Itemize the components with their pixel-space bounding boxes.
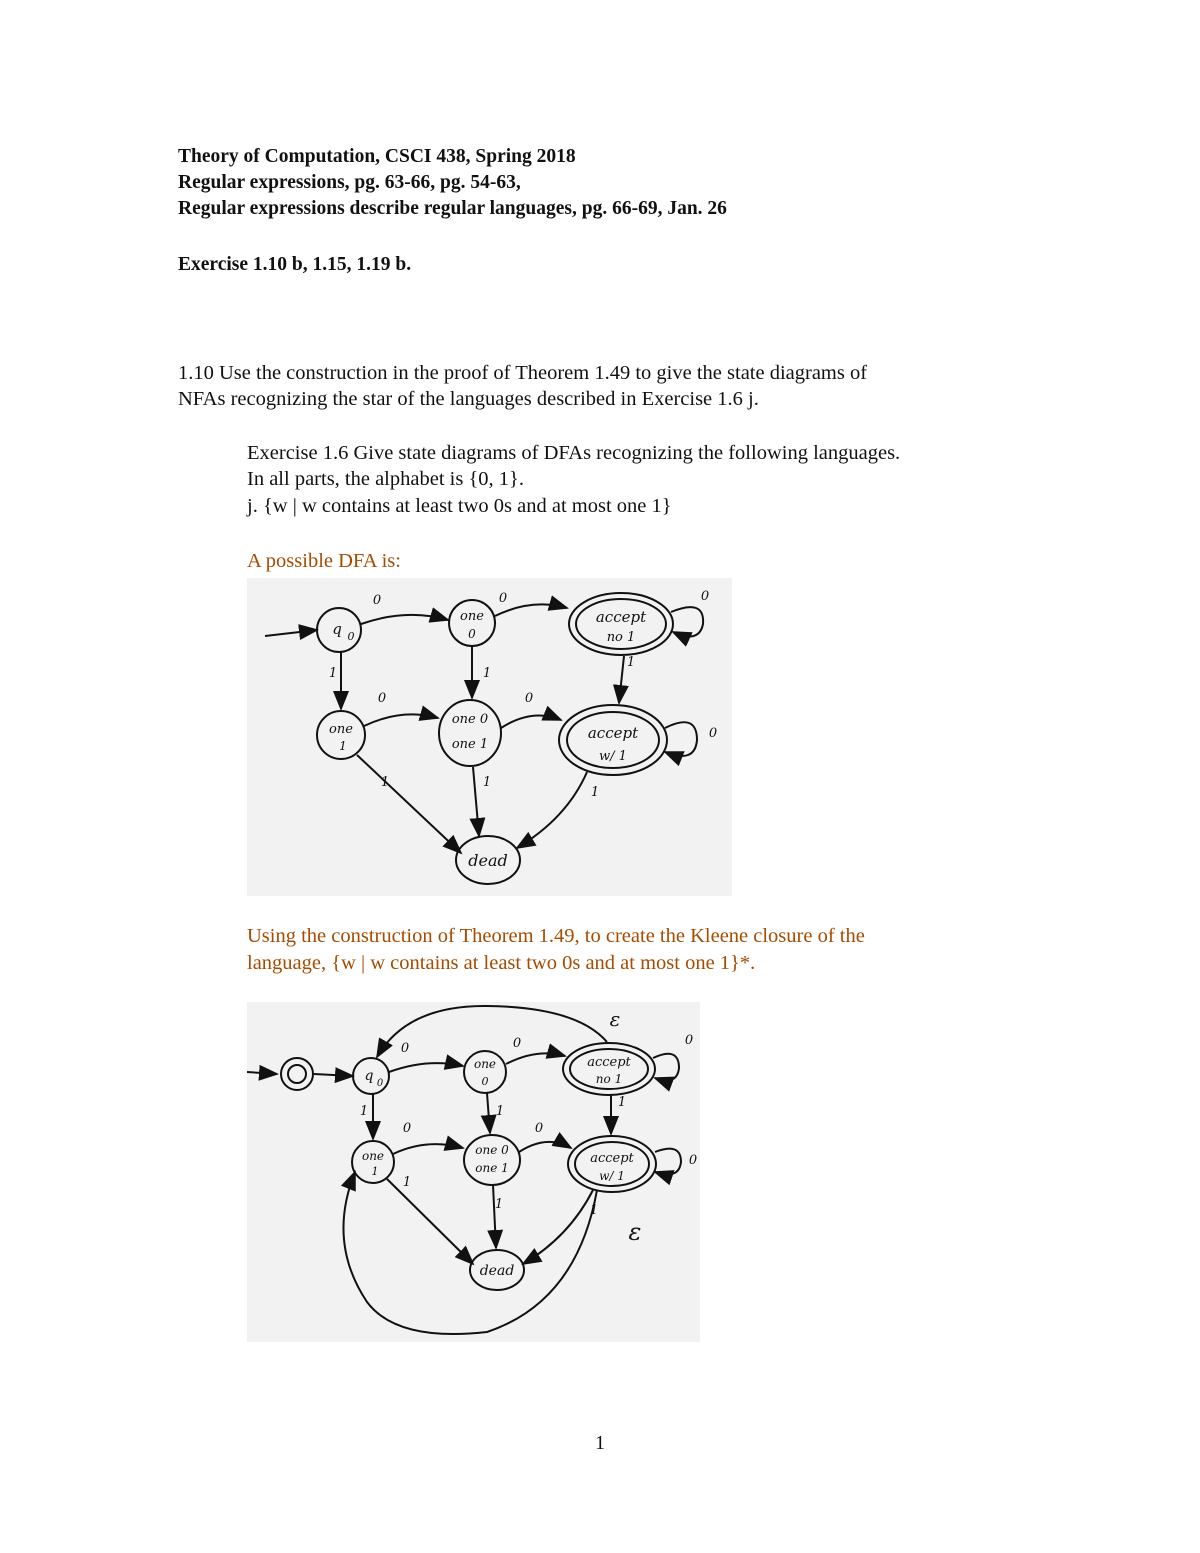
doc-subtitle-1: Regular expressions, pg. 63-66, pg. 54-63, — [178, 172, 521, 193]
state-one0-label-b: 0 — [468, 627, 476, 641]
edge-one0one1-acceptw1 — [519, 1142, 571, 1152]
quote-line-3: j. {w | w contains at least two 0s and at most one 1} — [247, 495, 672, 517]
edge-q0-one0 — [389, 1063, 463, 1072]
state-acceptno1-label-a: accept — [595, 608, 647, 626]
self-loop-acceptw1 — [655, 1149, 681, 1175]
label-0-a: 0 — [400, 1041, 410, 1056]
label-0-c: 0 — [700, 589, 710, 604]
problem-line-2: NFAs recognizing the star of the languages described in Exercise 1.6 j. — [178, 388, 759, 410]
label-epsilon-top: ε — [609, 1007, 621, 1031]
state-one1-label-b: 1 — [371, 1165, 379, 1178]
quote-line-1: Exercise 1.6 Give state diagrams of DFAs recognizing the following languages. — [247, 442, 901, 464]
state-acceptw1-label-a: accept — [587, 724, 639, 742]
edge-q0-one0 — [361, 615, 448, 624]
edge-acceptw1-dead — [517, 772, 587, 848]
state-one0-label-a: one — [460, 609, 484, 624]
label-1-a: 1 — [359, 1104, 369, 1119]
state-acceptw1-label-b: w/ 1 — [599, 749, 627, 764]
label-0-a: 0 — [372, 593, 382, 608]
label-1-b: 1 — [482, 666, 492, 681]
state-dead-label: dead — [468, 851, 508, 870]
label-1-c: 1 — [626, 655, 636, 670]
state-acceptw1-label-b: w/ 1 — [599, 1169, 625, 1183]
self-loop-acceptno1 — [653, 1054, 679, 1081]
label-0-f: 0 — [708, 726, 718, 741]
edge-one1-one0one1 — [393, 1144, 463, 1154]
self-loop-acceptw1 — [665, 722, 697, 756]
start-arrow — [247, 1072, 277, 1074]
edge-acceptw1-q0-eps — [343, 1172, 597, 1334]
edge-one0-acceptno1 — [506, 1053, 565, 1064]
state-one0one1-label-b: one 1 — [475, 1161, 509, 1175]
state-new-start-inner — [288, 1065, 306, 1083]
edge-one0-one0one1 — [487, 1093, 490, 1133]
state-acceptw1-label-a: accept — [590, 1151, 634, 1166]
label-0-c: 0 — [684, 1033, 694, 1048]
edge-one0one1-acceptw1 — [501, 716, 561, 729]
edge-acceptno1-acceptw1 — [619, 656, 624, 703]
doc-title: Theory of Computation, CSCI 438, Spring 2018 — [178, 146, 576, 167]
edge-one1-dead — [387, 1179, 473, 1264]
state-one0one1-label-b: one 1 — [451, 737, 489, 752]
label-1-e: 1 — [482, 775, 492, 790]
label-1-b: 1 — [495, 1104, 505, 1119]
answer-intro: A possible DFA is: — [247, 550, 401, 572]
edge-acceptw1-dead — [523, 1190, 593, 1264]
label-1-d: 1 — [402, 1175, 412, 1190]
state-one0-label-b: 0 — [481, 1075, 489, 1088]
problem-line-1: 1.10 Use the construction in the proof of Theorem 1.49 to give the state diagrams of — [178, 362, 868, 384]
doc-subtitle-2: Regular expressions describe regular languages, pg. 66-69, Jan. 26 — [178, 198, 727, 219]
label-0-d: 0 — [402, 1121, 412, 1136]
label-epsilon-bottom: ε — [628, 1218, 642, 1246]
kleene-line-2: language, {w | w contains at least two 0s and at most one 1}*. — [247, 952, 756, 974]
state-one0-one1 — [439, 700, 501, 766]
state-q0-label: q — [364, 1068, 374, 1084]
edge-one0one1-dead — [473, 767, 479, 836]
label-1-f: 1 — [589, 1203, 599, 1218]
state-one1-label-a: one — [329, 722, 353, 737]
state-acceptno1-label-a: accept — [587, 1055, 631, 1070]
state-one1-label-b: 1 — [339, 739, 347, 753]
state-one0one1-label-a: one 0 — [475, 1143, 509, 1157]
label-0-d: 0 — [377, 691, 387, 706]
state-new-start-outer — [281, 1058, 313, 1090]
edge-start-q0-eps — [314, 1074, 353, 1076]
dfa-diagram — [247, 578, 732, 896]
label-1-c: 1 — [617, 1095, 627, 1110]
page-number: 1 — [595, 1432, 605, 1454]
label-0-f: 0 — [688, 1153, 698, 1168]
label-1-a: 1 — [328, 666, 338, 681]
state-q0-sub: 0 — [347, 630, 355, 643]
state-q0-label: q — [332, 620, 342, 638]
edge-one0-acceptno1 — [495, 604, 567, 616]
label-0-b: 0 — [498, 591, 508, 606]
edge-one1-dead — [357, 755, 461, 853]
label-1-d: 1 — [380, 775, 390, 790]
state-acceptno1-label-b: no 1 — [595, 1072, 623, 1086]
state-q0-sub: 0 — [376, 1078, 384, 1089]
exercise-list: Exercise 1.10 b, 1.15, 1.19 b. — [178, 254, 412, 275]
edge-one0one1-dead — [493, 1185, 496, 1248]
label-0-b: 0 — [512, 1036, 522, 1051]
state-one0one1-label-a: one 0 — [451, 712, 489, 727]
kleene-line-1: Using the construction of Theorem 1.49, to create the Kleene closure of the — [247, 925, 865, 947]
quote-line-2: In all parts, the alphabet is {0, 1}. — [247, 468, 525, 490]
state-one1-label-a: one — [361, 1149, 385, 1163]
start-arrow — [265, 630, 317, 636]
state-one0-label-a: one — [473, 1057, 497, 1071]
label-0-e: 0 — [534, 1121, 544, 1136]
state-dead-label: dead — [479, 1263, 515, 1279]
nfa-star-diagram — [247, 1002, 700, 1342]
label-1-e: 1 — [494, 1197, 504, 1212]
self-loop-acceptno1 — [671, 607, 703, 636]
label-0-e: 0 — [524, 691, 534, 706]
state-acceptno1-label-b: no 1 — [606, 630, 636, 645]
edge-acceptno1-q0-eps — [377, 1006, 607, 1057]
label-1-f: 1 — [590, 785, 600, 800]
edge-one1-one0one1 — [364, 714, 438, 726]
